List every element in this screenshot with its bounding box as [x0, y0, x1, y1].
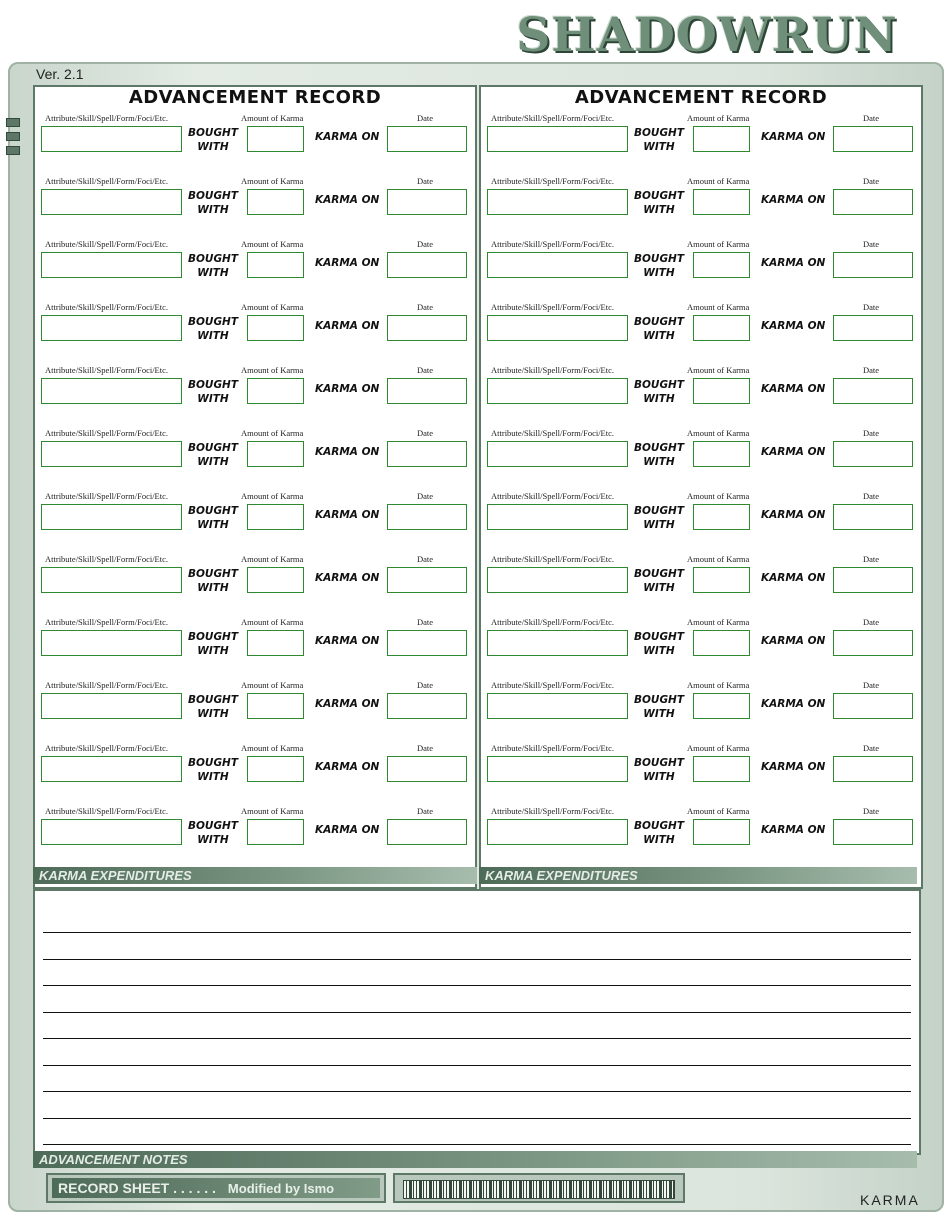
date-label: Date	[863, 113, 880, 123]
amount-label: Amount of Karma	[687, 428, 750, 438]
karma-amount-field[interactable]	[693, 378, 750, 404]
amount-label: Amount of Karma	[241, 176, 304, 186]
karma-amount-field[interactable]	[693, 693, 750, 719]
date-field[interactable]	[833, 693, 913, 719]
attribute-label: Attribute/Skill/Spell/Form/Foci/Etc.	[45, 680, 169, 690]
bought-with-label: BOUGHT WITH	[633, 442, 685, 468]
karma-on-label: KARMA ON	[315, 698, 380, 710]
karma-on-label: KARMA ON	[315, 446, 380, 458]
bought-with-label: BOUGHT WITH	[187, 190, 239, 216]
advancement-record-right	[479, 85, 923, 889]
date-label: Date	[863, 680, 880, 690]
record-row	[481, 424, 921, 487]
karma-on-label: KARMA ON	[761, 383, 826, 395]
date-label: Date	[417, 680, 434, 690]
date-field[interactable]	[833, 567, 913, 593]
amount-label: Amount of Karma	[687, 617, 750, 627]
attribute-label: Attribute/Skill/Spell/Form/Foci/Etc.	[45, 491, 169, 501]
attribute-label: Attribute/Skill/Spell/Form/Foci/Etc.	[491, 806, 615, 816]
amount-label: Amount of Karma	[241, 428, 304, 438]
record-row	[481, 298, 921, 361]
karma-amount-field[interactable]	[693, 441, 750, 467]
amount-label: Amount of Karma	[687, 113, 750, 123]
record-rows	[481, 109, 921, 865]
karma-amount-field[interactable]	[693, 819, 750, 845]
karma-on-label: KARMA ON	[315, 761, 380, 773]
barcode-plate	[393, 1173, 685, 1203]
attribute-label: Attribute/Skill/Spell/Form/Foci/Etc.	[45, 113, 169, 123]
karma-on-label: KARMA ON	[761, 698, 826, 710]
attribute-label: Attribute/Skill/Spell/Form/Foci/Etc.	[45, 806, 169, 816]
karma-amount-field[interactable]	[693, 252, 750, 278]
record-row	[481, 550, 921, 613]
bought-with-label: BOUGHT WITH	[187, 568, 239, 594]
record-row	[35, 298, 475, 361]
date-field[interactable]	[833, 504, 913, 530]
record-sheet-label: RECORD SHEET . . . . . .	[58, 1180, 216, 1196]
bought-with-label: BOUGHT WITH	[633, 316, 685, 342]
notes-line[interactable]	[43, 1118, 911, 1119]
date-label: Date	[863, 302, 880, 312]
panel-title: ADVANCEMENT RECORD	[128, 87, 382, 108]
attribute-field[interactable]	[41, 378, 182, 404]
attribute-field[interactable]	[487, 819, 628, 845]
karma-on-label: KARMA ON	[761, 761, 826, 773]
attribute-field[interactable]	[487, 504, 628, 530]
amount-label: Amount of Karma	[687, 743, 750, 753]
date-field[interactable]	[833, 126, 913, 152]
karma-amount-field[interactable]	[247, 126, 304, 152]
amount-label: Amount of Karma	[241, 113, 304, 123]
date-field[interactable]	[833, 819, 913, 845]
record-row	[481, 361, 921, 424]
karma-on-label: KARMA ON	[761, 572, 826, 584]
date-field[interactable]	[387, 378, 467, 404]
date-field[interactable]	[833, 378, 913, 404]
date-label: Date	[417, 554, 434, 564]
date-field[interactable]	[833, 252, 913, 278]
notes-line[interactable]	[43, 959, 911, 960]
date-field[interactable]	[387, 315, 467, 341]
attribute-label: Attribute/Skill/Spell/Form/Foci/Etc.	[45, 302, 169, 312]
date-label: Date	[417, 743, 434, 753]
karma-on-label: KARMA ON	[761, 194, 826, 206]
date-field[interactable]	[833, 630, 913, 656]
amount-label: Amount of Karma	[241, 617, 304, 627]
amount-label: Amount of Karma	[241, 239, 304, 249]
date-label: Date	[863, 365, 880, 375]
karma-amount-field[interactable]	[247, 756, 304, 782]
barcode-graphic	[403, 1180, 675, 1199]
bought-with-label: BOUGHT WITH	[187, 757, 239, 783]
advancement-record-left	[33, 85, 477, 889]
date-field[interactable]	[387, 756, 467, 782]
karma-on-label: KARMA ON	[315, 824, 380, 836]
record-row	[35, 172, 475, 235]
date-field[interactable]	[833, 315, 913, 341]
karma-on-label: KARMA ON	[315, 131, 380, 143]
date-field[interactable]	[387, 567, 467, 593]
karma-amount-field[interactable]	[693, 630, 750, 656]
shadowrun-logo: SHADOWRUN	[516, 8, 898, 63]
attribute-field[interactable]	[487, 693, 628, 719]
date-field[interactable]	[387, 189, 467, 215]
karma-amount-field[interactable]	[247, 819, 304, 845]
attribute-label: Attribute/Skill/Spell/Form/Foci/Etc.	[491, 743, 615, 753]
attribute-label: Attribute/Skill/Spell/Form/Foci/Etc.	[491, 176, 615, 186]
attribute-label: Attribute/Skill/Spell/Form/Foci/Etc.	[491, 428, 615, 438]
date-field[interactable]	[833, 441, 913, 467]
karma-on-label: KARMA ON	[761, 446, 826, 458]
date-label: Date	[417, 428, 434, 438]
record-row	[481, 109, 921, 172]
bought-with-label: BOUGHT WITH	[187, 127, 239, 153]
attribute-field[interactable]	[487, 126, 628, 152]
date-field[interactable]	[387, 126, 467, 152]
attribute-label: Attribute/Skill/Spell/Form/Foci/Etc.	[45, 743, 169, 753]
notes-line[interactable]	[43, 1012, 911, 1013]
record-row	[35, 361, 475, 424]
amount-label: Amount of Karma	[687, 680, 750, 690]
bought-with-label: BOUGHT WITH	[633, 127, 685, 153]
amount-label: Amount of Karma	[241, 365, 304, 375]
attribute-label: Attribute/Skill/Spell/Form/Foci/Etc.	[45, 176, 169, 186]
amount-label: Amount of Karma	[687, 365, 750, 375]
date-label: Date	[417, 239, 434, 249]
karma-on-label: KARMA ON	[315, 320, 380, 332]
amount-label: Amount of Karma	[241, 743, 304, 753]
date-label: Date	[417, 617, 434, 627]
attribute-field[interactable]	[487, 315, 628, 341]
karma-amount-field[interactable]	[693, 756, 750, 782]
karma-amount-field[interactable]	[247, 630, 304, 656]
attribute-label: Attribute/Skill/Spell/Form/Foci/Etc.	[491, 617, 615, 627]
karma-amount-field[interactable]	[247, 189, 304, 215]
amount-label: Amount of Karma	[687, 302, 750, 312]
date-label: Date	[863, 617, 880, 627]
amount-label: Amount of Karma	[241, 680, 304, 690]
date-label: Date	[863, 176, 880, 186]
bought-with-label: BOUGHT WITH	[633, 190, 685, 216]
record-row	[35, 802, 475, 865]
attribute-field[interactable]	[41, 189, 182, 215]
date-field[interactable]	[833, 189, 913, 215]
attribute-field[interactable]	[487, 630, 628, 656]
notes-line[interactable]	[43, 1038, 911, 1039]
date-field[interactable]	[833, 756, 913, 782]
karma-on-label: KARMA ON	[315, 509, 380, 521]
amount-label: Amount of Karma	[687, 806, 750, 816]
bought-with-label: BOUGHT WITH	[633, 631, 685, 657]
attribute-label: Attribute/Skill/Spell/Form/Foci/Etc.	[491, 491, 615, 501]
karma-amount-field[interactable]	[247, 315, 304, 341]
karma-amount-field[interactable]	[693, 189, 750, 215]
record-row	[481, 487, 921, 550]
bought-with-label: BOUGHT WITH	[633, 757, 685, 783]
record-row	[35, 613, 475, 676]
record-row	[481, 802, 921, 865]
attribute-label: Attribute/Skill/Spell/Form/Foci/Etc.	[45, 617, 169, 627]
bought-with-label: BOUGHT WITH	[187, 379, 239, 405]
karma-on-label: KARMA ON	[761, 824, 826, 836]
date-label: Date	[417, 365, 434, 375]
attribute-label: Attribute/Skill/Spell/Form/Foci/Etc.	[491, 365, 615, 375]
amount-label: Amount of Karma	[687, 239, 750, 249]
notes-line[interactable]	[43, 1144, 911, 1145]
date-label: Date	[863, 491, 880, 501]
date-field[interactable]	[387, 504, 467, 530]
bought-with-label: BOUGHT WITH	[633, 505, 685, 531]
notes-line[interactable]	[43, 932, 911, 933]
record-row	[35, 487, 475, 550]
attribute-label: Attribute/Skill/Spell/Form/Foci/Etc.	[491, 680, 615, 690]
attribute-label: Attribute/Skill/Spell/Form/Foci/Etc.	[491, 302, 615, 312]
bought-with-label: BOUGHT WITH	[187, 505, 239, 531]
karma-on-label: KARMA ON	[315, 383, 380, 395]
karma-on-label: KARMA ON	[315, 257, 380, 269]
attribute-field[interactable]	[487, 567, 628, 593]
bought-with-label: BOUGHT WITH	[633, 694, 685, 720]
karma-amount-field[interactable]	[693, 504, 750, 530]
attribute-field[interactable]	[41, 756, 182, 782]
attribute-label: Attribute/Skill/Spell/Form/Foci/Etc.	[45, 239, 169, 249]
attribute-field[interactable]	[41, 252, 182, 278]
date-field[interactable]	[387, 252, 467, 278]
attribute-label: Attribute/Skill/Spell/Form/Foci/Etc.	[45, 554, 169, 564]
modified-by-label: Modified by Ismo	[227, 1181, 335, 1196]
bought-with-label: BOUGHT WITH	[633, 253, 685, 279]
bought-with-label: BOUGHT WITH	[187, 253, 239, 279]
advancement-notes-bar: ADVANCEMENT NOTES	[33, 1151, 917, 1168]
karma-on-label: KARMA ON	[761, 635, 826, 647]
attribute-field[interactable]	[487, 252, 628, 278]
bought-with-label: BOUGHT WITH	[187, 442, 239, 468]
amount-label: Amount of Karma	[687, 176, 750, 186]
bought-with-label: BOUGHT WITH	[187, 316, 239, 342]
record-row	[35, 235, 475, 298]
date-label: Date	[863, 554, 880, 564]
attribute-field[interactable]	[41, 630, 182, 656]
karma-on-label: KARMA ON	[761, 509, 826, 521]
attribute-label: Attribute/Skill/Spell/Form/Foci/Etc.	[45, 428, 169, 438]
amount-label: Amount of Karma	[241, 302, 304, 312]
record-row	[481, 172, 921, 235]
notes-line[interactable]	[43, 1065, 911, 1066]
karma-amount-field[interactable]	[693, 315, 750, 341]
bought-with-label: BOUGHT WITH	[187, 820, 239, 846]
date-field[interactable]	[387, 630, 467, 656]
date-field[interactable]	[387, 441, 467, 467]
version-label: Ver. 2.1	[36, 66, 84, 82]
karma-on-label: KARMA ON	[315, 194, 380, 206]
karma-on-label: KARMA ON	[761, 257, 826, 269]
karma-amount-field[interactable]	[247, 567, 304, 593]
record-row	[35, 109, 475, 172]
karma-expenditures-bar-left: KARMA EXPENDITURES	[33, 867, 477, 884]
attribute-field[interactable]	[487, 189, 628, 215]
sheet-name: KARMA	[860, 1192, 920, 1208]
attribute-field[interactable]	[487, 756, 628, 782]
record-row	[35, 424, 475, 487]
attribute-label: Attribute/Skill/Spell/Form/Foci/Etc.	[491, 554, 615, 564]
record-row	[481, 613, 921, 676]
attribute-field[interactable]	[41, 567, 182, 593]
bought-with-label: BOUGHT WITH	[633, 820, 685, 846]
date-field[interactable]	[387, 693, 467, 719]
attribute-field[interactable]	[41, 504, 182, 530]
notes-line[interactable]	[43, 1091, 911, 1092]
karma-on-label: KARMA ON	[761, 131, 826, 143]
date-label: Date	[417, 806, 434, 816]
date-label: Date	[863, 743, 880, 753]
karma-on-label: KARMA ON	[761, 320, 826, 332]
amount-label: Amount of Karma	[687, 554, 750, 564]
amount-label: Amount of Karma	[241, 491, 304, 501]
amount-label: Amount of Karma	[687, 491, 750, 501]
side-tab-decoration	[6, 118, 20, 158]
date-field[interactable]	[387, 819, 467, 845]
record-row	[481, 739, 921, 802]
attribute-field[interactable]	[487, 378, 628, 404]
amount-label: Amount of Karma	[241, 554, 304, 564]
karma-amount-field[interactable]	[693, 567, 750, 593]
date-label: Date	[417, 113, 434, 123]
attribute-field[interactable]	[487, 441, 628, 467]
date-label: Date	[417, 302, 434, 312]
karma-amount-field[interactable]	[247, 252, 304, 278]
attribute-label: Attribute/Skill/Spell/Form/Foci/Etc.	[491, 239, 615, 249]
date-label: Date	[863, 239, 880, 249]
advancement-notes-area	[33, 889, 921, 1155]
bought-with-label: BOUGHT WITH	[633, 568, 685, 594]
record-row	[35, 676, 475, 739]
attribute-field[interactable]	[41, 693, 182, 719]
karma-amount-field[interactable]	[247, 504, 304, 530]
attribute-field[interactable]	[41, 315, 182, 341]
date-label: Date	[417, 491, 434, 501]
record-row	[35, 739, 475, 802]
karma-amount-field[interactable]	[247, 693, 304, 719]
amount-label: Amount of Karma	[241, 806, 304, 816]
attribute-field[interactable]	[41, 441, 182, 467]
record-sheet-plate	[46, 1173, 386, 1203]
karma-amount-field[interactable]	[693, 126, 750, 152]
karma-amount-field[interactable]	[247, 441, 304, 467]
date-label: Date	[417, 176, 434, 186]
attribute-label: Attribute/Skill/Spell/Form/Foci/Etc.	[45, 365, 169, 375]
record-rows	[35, 109, 475, 865]
record-row	[481, 676, 921, 739]
record-row	[481, 235, 921, 298]
record-row	[35, 550, 475, 613]
karma-on-label: KARMA ON	[315, 572, 380, 584]
attribute-field[interactable]	[41, 126, 182, 152]
karma-expenditures-bar-right: KARMA EXPENDITURES	[479, 867, 917, 884]
bought-with-label: BOUGHT WITH	[187, 631, 239, 657]
notes-line[interactable]	[43, 985, 911, 986]
panel-title: ADVANCEMENT RECORD	[574, 87, 828, 108]
bought-with-label: BOUGHT WITH	[633, 379, 685, 405]
date-label: Date	[863, 806, 880, 816]
karma-amount-field[interactable]	[247, 378, 304, 404]
attribute-label: Attribute/Skill/Spell/Form/Foci/Etc.	[491, 113, 615, 123]
bought-with-label: BOUGHT WITH	[187, 694, 239, 720]
karma-on-label: KARMA ON	[315, 635, 380, 647]
date-label: Date	[863, 428, 880, 438]
attribute-field[interactable]	[41, 819, 182, 845]
